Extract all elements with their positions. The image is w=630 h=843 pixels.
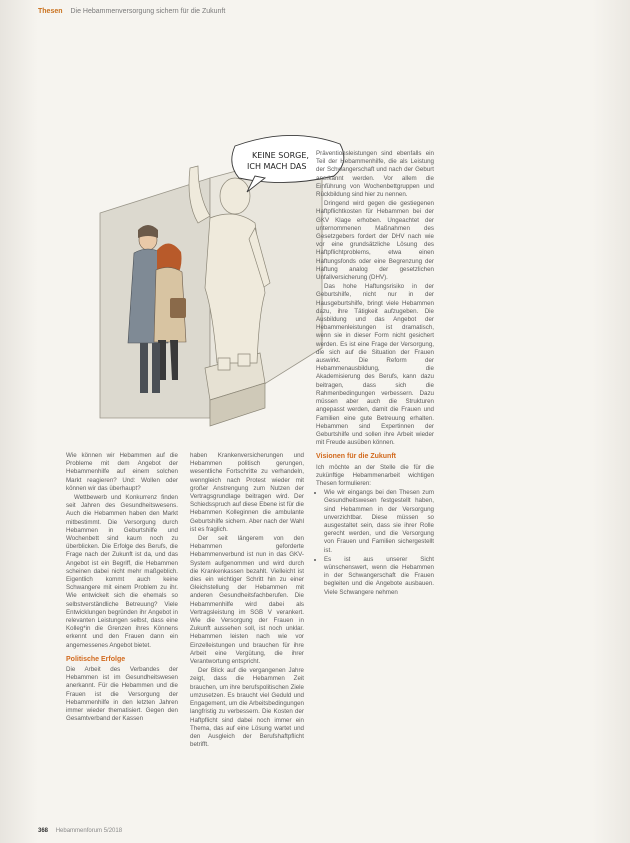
section-label: Thesen — [38, 8, 63, 15]
paragraph: Wettbewerb und Konkurrenz finden seit Jahren des Gesundheitswesens. Auch die Hebammen haben den Markt mitbestimmt. Die Versorgung durch Hebammen in Geburtshilfe und Wochenbett sind kaum noch zu überblicken. Die Erfolge des Berufs, die Frage nach der Zukunft ist da, und das Angebot ist ein Begriff, die Hebammen scheinen dabei nicht mehr maßgeblich. Eigentlich kommt auch keine Schwangere mit einem Problem zu ihr. Wie entwickelt sich die ehemals so selbstverständliche Betreuung? Viele Entwicklungen begründen ihr Angebot in relevanten Leistungen selbst, dass eine Kolleg*in die Grenzen ihres Könnens erkennt und den Frauen dann ein angemessenes Angebot bietet. — [66, 494, 178, 649]
paragraph: haben Krankenversicherungen und Hebammen politisch gerungen, wesentliche Fortschritte zu verhandeln, wenngleich nach Protest wieder mit großer Anstrengung zum Nutzen der Vertragsgrundlage beitragen wird. Der Schiedsspruch auf diese Ebene ist für die Hebammen Kolleginnen die ambulante Geburtshilfe sichern. Aber nach der Wahl ist es fraglich. — [190, 452, 304, 533]
text-column-3 — [316, 150, 434, 598]
journal-name: Hebammenforum 5/2018 — [55, 828, 123, 834]
speech-line-1: KEINE SORGE, — [252, 151, 309, 160]
paragraph: Der Blick auf die vergangenen Jahre zeigt, dass die Hebammen Zeit brauchen, um ihre berufspolitischen Ziele umzusetzen. Es braucht viel Geduld und Engagement, um die Arbeitsbedingungen langfristig zu verbessern. Die Kosten der Haftpflicht sind dabei noch immer ein Thema, das auf eine Lösung wartet und den Ausgleich der Berufshaftpflicht betrifft. — [190, 667, 304, 749]
paragraph: Der seit längerem von den Hebammen geforderte Hebammenverbund ist nun in das GKV-System aufgenommen und wird durch die Krankenkassen bezahlt. Vielleicht ist dies ein wichtiger Schritt hin zu einer Gleichstellung der Hebammen mit anderen Gesundheitsfachberufen. Die Hebammenhilfe wird dabei als Vertragsleistung im SGB V verankert. Wie die Versorgung der Frauen in Zukunft aussehen soll, ist noch unklar. Hebammen leisten nach wie vor Einzelleistungen und brauchen für ihre Arbeit eine Vergütung, die ihrer Verantwortung entspricht. — [190, 535, 304, 666]
paragraph: Wie können wir Hebammen auf die Probleme mit dem Angebot der Hebammenhilfe auf einem solchen Markt reagieren? Und: Wollen oder können wir das überhaupt? — [66, 452, 178, 492]
list-item: • Wie wir eingangs bei den Thesen zum Gesundheitswesen festgestellt haben, sind Hebammen in der Versorgung unverzichtbar. Diese müssen so ausgestaltet sein, dass sie ihrer Rolle gerecht werden, und die Versorgung von Frauen und Familien sichergestellt ist. — [324, 489, 434, 555]
bullet-list — [316, 489, 434, 597]
paragraph: Präventionsleistungen sind ebenfalls ein Teil der Hebammenhilfe, die als Leistung der Schwangerschaft und nach der Geburt anerkannt werden. Vor allem die Einführung von Wochenbettgruppen und Rückbildung sind hier zu nennen. — [316, 150, 434, 199]
paragraph: Das hohe Haftungsrisiko in der Geburtshilfe, nicht nur in der Hausgeburtshilfe, bringt viele Hebammen dazu, ihre Tätigkeit aufzugeben. Die Ausbildung und das Angebot der Hebammenleistungen ist dramatisch, wenn sie in dieser Form nicht gesichert werden. Es ist eine Frage der Versorgung, die sich auf die Situation der Frauen auswirkt. Die Reform der Hebammenausbildung, die Akademisierung des Berufs, kann dazu beitragen, dass sich die Rahmenbedingungen verbessern. Dazu müssen aber auch die Strukturen angepasst werden, damit die Frauen und Familien eine gute Betreuung erhalten. Hebammen sind Expertinnen der Geburtshilfe und sollen ihre Arbeit wieder mit Freude ausüben können. — [316, 283, 434, 447]
list-item: • Es ist aus unserer Sicht wünschenswert, wenn die Hebammen in der Schwangerschaft die Frauen begleiten und die Angebote ausbauen. Viele Schwangere nehmen — [324, 556, 434, 597]
page-number: 368 — [38, 828, 49, 834]
section-heading: Politische Erfolge — [66, 655, 126, 663]
section-heading: Visionen für die Zukunft — [316, 453, 396, 461]
page-footer — [38, 828, 122, 834]
paragraph: Dringend wird gegen die gestiegenen Haftpflichtkosten für Hebammen bei der GKV Klage erhoben. Ungeachtet der unternommenen Maßnahmen des Gesetzgebers fordert der DHV nach wie vor eine grundsätzliche Lösung des Haftpflichtproblems, etwa einen Haftungsfonds oder eine Begrenzung der Haftung analog der gesetzlichen Unfallversicherung (DHV). — [316, 200, 434, 282]
paragraph: Ich möchte an der Stelle die für die zukünftige Hebammenarbeit wichtigen Thesen formulieren: — [316, 463, 434, 487]
paragraph: Die Arbeit des Verbandes der Hebammen ist im Gesundheitswesen anerkannt. Für die Hebammen und die Frauen ist die Versorgung der Hebammenhilfe in den letzten Jahren immer wieder thematisiert. Gegen den Gesamtverband der Kassen — [66, 666, 178, 723]
text-column-2 — [190, 452, 304, 750]
running-header — [38, 8, 225, 15]
text-column-1 — [66, 452, 178, 725]
speech-line-2: ICH MACH DAS — [247, 162, 307, 171]
running-title: Die Hebammenversorgung sichern für die Zukunft — [70, 8, 226, 15]
